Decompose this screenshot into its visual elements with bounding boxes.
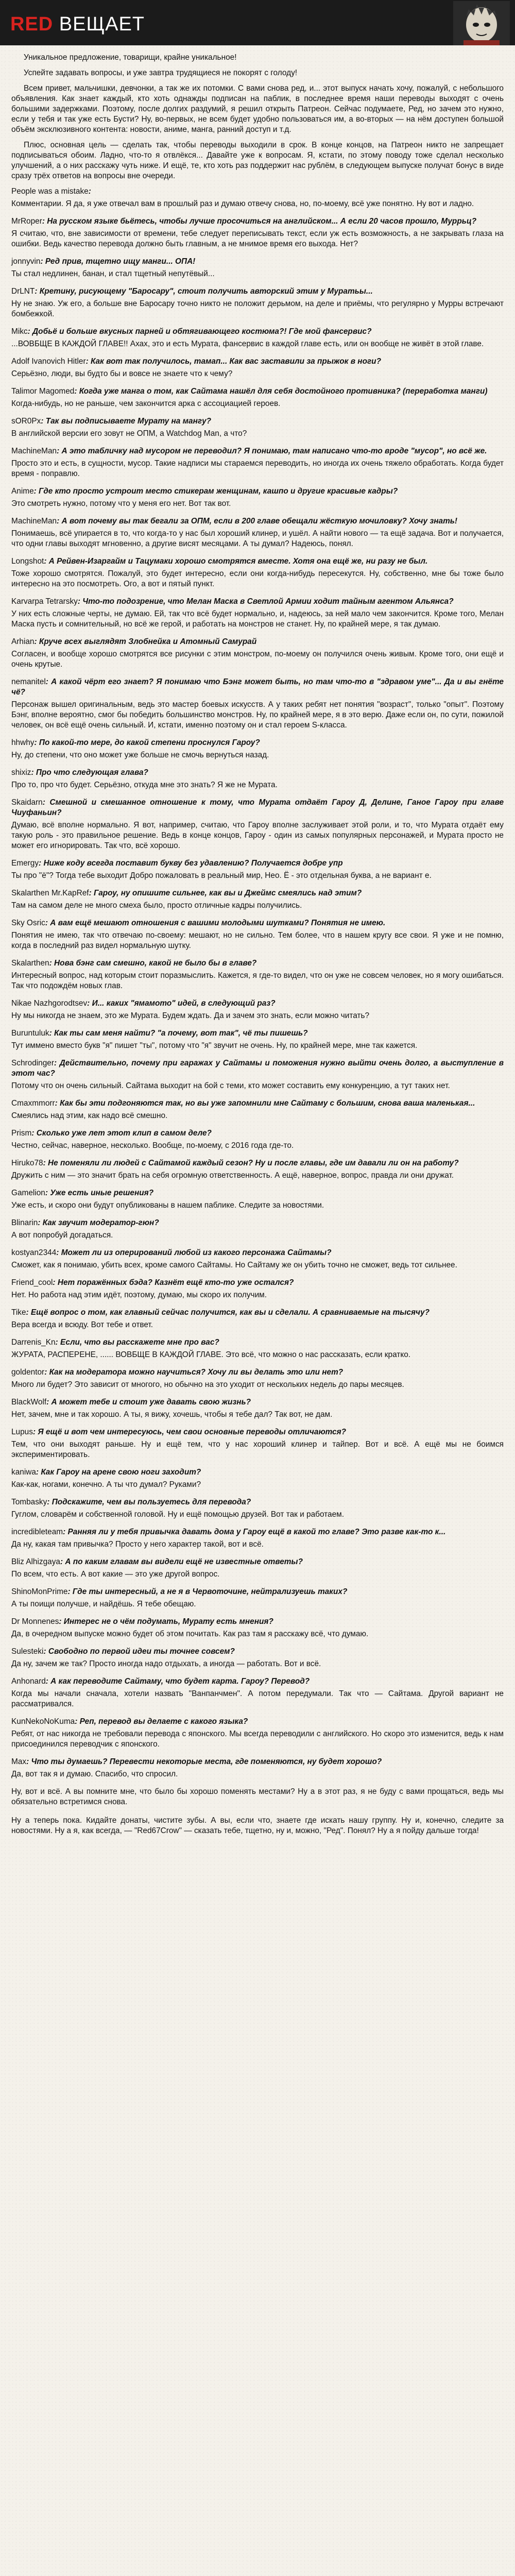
question: [11, 1557, 504, 1567]
question-text: Как Гароу на арене свою ноги заходит?: [41, 1468, 201, 1477]
separator: :: [54, 1059, 60, 1067]
answer: По всем, что есть. А вот какие — это уже другой вопрос.: [11, 1570, 220, 1579]
answer: Как-как, ногами, конечно. А ты что думал? Руками?: [11, 1480, 201, 1489]
intro-paragraph: Успейте задавать вопросы, и уже завтра трудящиеся не покорят с голоду!: [24, 69, 298, 77]
qa-item: [11, 1158, 504, 1181]
separator: :: [43, 1159, 48, 1167]
username: Max: [11, 1757, 27, 1766]
question-text: Круче всех выглядят Злобнейка и Атомный Самурай: [39, 637, 257, 646]
qa-item: [11, 1098, 504, 1121]
username: Talimor Magomed: [11, 387, 75, 396]
answer: Смеялись над этим, как надо всё смешно.: [11, 1111, 168, 1120]
separator: :: [31, 1129, 37, 1138]
answer: Серьёзно, люди, вы будто бы и вовсе не знаете что к чему?: [11, 369, 233, 378]
separator: :: [89, 889, 94, 897]
question: [11, 1427, 504, 1437]
qa-item: [11, 1617, 504, 1639]
article-body: [0, 45, 515, 2576]
question: [11, 637, 504, 647]
question: [11, 1218, 504, 1228]
separator: :: [49, 1029, 54, 1038]
question: [11, 1676, 504, 1687]
answer: Много ли будет? Это зависит от многого, но обычно на это уходит от нескольких недель до пары месяцев.: [11, 1380, 404, 1389]
qa-item: [11, 858, 504, 881]
separator: :: [43, 1647, 48, 1656]
username: Sky Osric: [11, 919, 45, 927]
question-text: Что ты думаешь? Перевести некоторые места, где поменяются, ну будет хорошо?: [31, 1757, 382, 1766]
answer: Ты стал недлинен, банан, и стал тщетный непутёвый...: [11, 269, 215, 278]
question: [11, 1248, 504, 1258]
separator: :: [38, 1218, 43, 1227]
qa-item: [11, 798, 504, 851]
question-text: Не поменяли ли людей с Сайтамой каждый сезон? Ну и после главы, где им давали ли он на работу?: [48, 1159, 459, 1167]
separator: :: [35, 287, 40, 296]
username: Tike: [11, 1308, 26, 1317]
answer: Думаю, всё вполне нормально. Я вот, например, считаю, что Гароу вполне заслуживает этой роли, и то, что Мурата отдаёт ему такую роль - это правильное решение. Ведь в конце концов, Гароу - один из самых популярных персонажей, и Мурата просто не может его игнорировать. Так что, всё хорошо.: [11, 821, 504, 850]
separator: :: [33, 487, 39, 496]
question: [11, 1717, 504, 1727]
answer: А ты поищи получше, и найдёшь. Я тебе обещаю.: [11, 1600, 196, 1608]
qa-item: [11, 918, 504, 951]
username: Nikae Nazhgorodtsev: [11, 999, 88, 1008]
qa-item: [11, 1308, 504, 1330]
question-text: Гароу, ну опишите сильнее, как вы и Джеймс смеялись над этим?: [93, 889, 362, 897]
qa-item: [11, 888, 504, 911]
question: [11, 286, 504, 297]
separator: :: [49, 959, 54, 968]
username: Tombasky: [11, 1498, 47, 1506]
qa-item: [11, 597, 504, 630]
separator: :: [45, 1189, 50, 1197]
username: hhwhy: [11, 738, 35, 747]
answer: Просто это и есть, в сущности, мусор. Такие надписи мы стараемся переводить, но иногда их очень тяжело обработать. Когда будет время - поправлю.: [11, 459, 504, 478]
question-text: Добьё и больше вкусных парней и обтягивающего костюма?! Где мой фансервис?: [32, 327, 372, 336]
question-text: Ранняя ли у тебя привычка давать дома у Гароу ещё в какой то главе? Это разве как-то к...: [67, 1528, 446, 1536]
question: [11, 486, 504, 497]
username: Schrodinger: [11, 1059, 54, 1067]
question: [11, 216, 504, 227]
signoff-paragraph: Ну, вот и всё. А вы помните мне, что было бы хорошо поменять местами? Ну а в этот раз, я не буду с вами прощаться, ведь мы обязательно встретимся снова.: [11, 1787, 504, 1806]
answer: Комментарии. Я да, я уже отвечал вам в прошлый раз и думаю отвечу снова, но, по-моему, всё уже понятно. Ну вот и ладно.: [11, 199, 474, 208]
question: [11, 998, 504, 1009]
separator: :: [42, 798, 50, 807]
qa-item: [11, 1278, 504, 1300]
separator: :: [41, 417, 46, 426]
username: Skalarthen: [11, 959, 49, 968]
answer: Гуглом, словарём и собственной головой. Ну и ещё помощью друзей. Вот так и работаем.: [11, 1510, 345, 1519]
answer: Нет, зачем, мне и так хорошо. А ты, я вижу, хочешь, чтобы я тебе дал? Так вот, не дам.: [11, 1410, 333, 1419]
separator: :: [42, 217, 47, 226]
answer: Когда мы начали сначала, хотели назвать "Ванпанчмен". А потом передумали. Так что — Сайтама. Другой вариант не рассматривался.: [11, 1689, 504, 1708]
question: [11, 257, 504, 267]
question-text: А это табличку над мусором не переводил? Я понимаю, там написано что-то вроде "мусор", но всё же.: [61, 447, 487, 455]
question-text: А вам ещё мешают отношения с вашими молодыми шутками? Понятия не имею.: [50, 919, 386, 927]
question: [11, 386, 504, 397]
separator: :: [56, 1248, 61, 1257]
question-text: Как вот так получилось, тамап... Как вас заставили за прыжок в ноги?: [90, 357, 381, 366]
question: [11, 416, 504, 427]
username: Anhonard: [11, 1677, 46, 1686]
question: [11, 187, 504, 197]
separator: :: [26, 1308, 31, 1317]
username: Gamelion: [11, 1189, 45, 1197]
question-text: Интерес не о чём подумать, Мурату есть мнения?: [63, 1617, 273, 1626]
separator: :: [85, 357, 91, 366]
answer: Ты про "ё"? Тогда тебе выходит Добро пожаловать в реальный мир, Нео. Ё - это отдельная буква, а не вариант е.: [11, 871, 432, 880]
brand-red: RED: [10, 13, 54, 35]
separator: :: [53, 1278, 58, 1287]
question-text: Когда уже манга о том, как Сайтама нашёл для себя достойного противника? (переработка манги): [79, 387, 488, 396]
qa-item: [11, 1367, 504, 1390]
username: Skaidarn: [11, 798, 43, 807]
question: [11, 1757, 504, 1767]
question-text: Где кто просто устроит место стикерам женщинам, кашпо и другие красивые кадры?: [39, 487, 398, 496]
brand-logo[interactable]: [10, 13, 145, 36]
separator: :: [59, 1617, 64, 1626]
question-text: Как ты сам меня найти? "а почему, вот так", чё ты пишешь?: [54, 1029, 308, 1038]
question: [11, 597, 504, 607]
separator: :: [63, 1528, 68, 1536]
answer: Тоже хорошо смотрятся. Пожалуй, это будет интересно, если они когда-нибудь пересекутся. Ну, собственно, мне бы тоже было интересно на это посмотреть. Ого, а вот и пятый пункт.: [11, 569, 504, 588]
username: sOR0Px: [11, 417, 41, 426]
mascot-icon: [453, 1, 510, 45]
question-text: А какой чёрт его знает? Я понимаю что Бэнг может быть, но там что-то в "здравом уме"... Да и вы гнёте чё?: [11, 677, 504, 697]
question: [11, 1587, 504, 1597]
question: [11, 446, 504, 456]
answer: Там на самом деле не много смеха было, просто отличные кадры получились.: [11, 901, 302, 910]
intro-paragraph: Уникальное предложение, товарищи, крайне уникальное!: [24, 53, 237, 62]
answer: Да, вот так я и думаю. Спасибо, что спросил.: [11, 1770, 178, 1778]
username: MachineMan: [11, 447, 57, 455]
answer: ...ВОВБЩЕ В КАЖДОЙ ГЛАВЕ!! Ахах, это и есть Мурата, фансервис в каждой главе есть, или он вообще не живёт в этой главе.: [11, 340, 484, 348]
username: Prism: [11, 1129, 32, 1138]
question: [11, 677, 504, 698]
qa-item: [11, 677, 504, 731]
question-text: А Рейвен-Изаргайм и Тацумаки хорошо смотрятся вместе. Хотя она ещё же, ни разу не был.: [48, 557, 428, 566]
separator: :: [74, 387, 79, 396]
answer: Дружить с ним — это значит брать на себя огромную ответственность. А ещё, наверное, вопрос, правда ли они дружат.: [11, 1171, 454, 1180]
question: [11, 958, 504, 969]
question: [11, 1467, 504, 1478]
separator: :: [31, 768, 36, 777]
separator: :: [55, 1099, 60, 1108]
answer: Ну мы никогда не знаем, это же Мурата. Будем ждать. Да и зачем это знать, если можно читать?: [11, 1011, 370, 1020]
qa-item: [11, 1497, 504, 1520]
username: Darrenis_Kn: [11, 1338, 56, 1347]
qa-item: [11, 1337, 504, 1360]
question: [11, 738, 504, 748]
question: [11, 888, 504, 899]
question-text: Реп, перевод вы делаете с какого языка?: [79, 1717, 248, 1726]
separator: :: [45, 1677, 51, 1686]
separator: :: [46, 1398, 52, 1406]
question-text: Так вы подписываете Мурату на мангу?: [45, 417, 212, 426]
separator: :: [45, 919, 50, 927]
question: [11, 1617, 504, 1627]
question: [11, 357, 504, 367]
question: [11, 1308, 504, 1318]
question-text: Подскажите, чем вы пользуетесь для перевода?: [52, 1498, 251, 1506]
separator: :: [88, 187, 91, 196]
question-text: А вот почему вы так бегали за ОПМ, если в 200 главе обещали жёсткую мочиловку? Хочу знать!: [61, 517, 458, 526]
username: incredibleteam: [11, 1528, 63, 1536]
qa-item: [11, 1467, 504, 1490]
username: Karvarpa Tetrarsky: [11, 597, 78, 606]
answer: В английской версии его зовут не ОПМ, а Watchdog Man, а что?: [11, 429, 247, 438]
question-text: Свободно по первой идеи ты точнее совсем?: [48, 1647, 235, 1656]
username: Lupus: [11, 1428, 33, 1436]
question-text: Как бы эти подгоняются так, но вы уже запомнили мне Сайтаму с большим, снова ваша маленькая...: [60, 1099, 475, 1108]
answer: Тем, что они выходят раньше. Ну и ещё тем, что у нас хороший клинер и тайпер. Вот и всё. А ещё мы не боимся экспериментировать.: [11, 1440, 504, 1459]
separator: :: [44, 557, 49, 566]
question-text: Как звучит модератор-гюн?: [42, 1218, 159, 1227]
qa-item: [11, 958, 504, 991]
qa-item: [11, 998, 504, 1021]
question: [11, 1278, 504, 1288]
answer: Я считаю, что, вне зависимости от времени, тебе следует переписывать текст, если уж есть возможность, а не закрывать глаза на ошибки. Ведь качество перевода должно быть главным, а не мнимое время его выхода. Нет?: [11, 229, 504, 248]
qa-item: [11, 1058, 504, 1091]
username: People was a mistake: [11, 187, 89, 196]
answer: Потому что он очень сильный. Сайтама выходит на бой с теми, кто может составить ему конкуренцию, а тут таких нет.: [11, 1081, 450, 1090]
question-text: Смешной и смешанное отношение к тому, что Мурата отдаёт Гароу Д, Делине, Ганое Гароу при главе Чиуфаньин?: [11, 798, 504, 817]
username: kostyan2344: [11, 1248, 57, 1257]
separator: :: [67, 1587, 73, 1596]
intro-section: [11, 53, 504, 181]
username: Dr Monnenes: [11, 1617, 59, 1626]
question-text: Что-то подозрение, что Мелан Маска в Светлой Армии ходит тайным агентом Альянса?: [82, 597, 454, 606]
separator: :: [57, 447, 62, 455]
answer: А вот попробуй догадаться.: [11, 1231, 113, 1240]
username: Sulesteki: [11, 1647, 44, 1656]
answer: Да ну, какая там привычка? Просто у него характер такой, вот и всё.: [11, 1540, 264, 1549]
username: Cmaxmmorr: [11, 1099, 55, 1108]
signoff-paragraph: Ну а теперь пока. Кидайте донаты, чистите зубы. А вы, если что, знаете где искать нашу группу. Ну и, конечно, следите за новостями. Ну а я, как всегда, — "Red67Crow" — сказать тебе, тщетно, ну и, можно, "Ред". Понял? Ну а я пойду дальше тогда!: [11, 1816, 504, 1835]
qa-item: [11, 1248, 504, 1270]
answer: Персонаж вышел оригинальным, ведь это мастер боевых искусств. А у таких ребят нет понятия "возраст", только "опыт". Поэтому Бэнг, вполне вероятно, смог бы победить большинство монстров. Ну, по крайней мере, я в это верю. Даже если он, по сути, пожилой человек, он всё ещё очень сильный. И, кстати, именно поэтому он и стал героем S-класса.: [11, 700, 504, 730]
question-text: На русском языке бьётесь, чтобы лучше просочиться на английском... А если 20 часов прошло, Муррьц?: [47, 217, 477, 226]
answer: Согласен, и вообще хорошо смотрятся все рисунки с этим монстром, по-моему он получился очень живым. Кроме того, они ещё и очень крутые.: [11, 650, 504, 669]
username: Arhian: [11, 637, 35, 646]
intro-paragraph: Плюс, основная цель — сделать так, чтобы переводы выходили в срок. В конце концов, на Патреон никто не запрещает подписываться обоим. Ладно, что-то я отвлёкся... Давайте уже к вопросам. Я, кстати, по этому поводу тоже сделал несколько улучшений, а о них расскажу чуть ниже. И ещё, те, кто хоть раз поддержит нас рублём, в следующем выпуске получат бонус в виде сразу трёх ответов на вопросы вне очереди.: [11, 141, 504, 180]
question-text: Ещё вопрос о том, как главный сейчас получится, как вы и сделали. А сравниваемые на тысячу?: [30, 1308, 430, 1317]
qa-item: [11, 187, 504, 209]
answer: Да, в очередном выпуске можно будет об этом почитать. Как раз там я расскажу всё, что думаю.: [11, 1630, 369, 1638]
separator: :: [77, 597, 83, 606]
qa-item: [11, 516, 504, 549]
question-text: Кретину, рисующему "Баросару", стоит получить авторский этим у Муратьы...: [39, 287, 373, 296]
separator: :: [36, 1468, 41, 1477]
qa-item: [11, 1397, 504, 1420]
separator: :: [87, 999, 92, 1008]
qa-item: [11, 1188, 504, 1211]
qa-item: [11, 1676, 504, 1709]
intro-paragraph: Всем привет, мальчишки, девчонки, а так же их потомки. С вами снова ред, и... этот выпуск начать хочу, пожалуй, с небольшого объявления. Как знает каждый, кто хоть однажды подписан на паблик, в последнее время наши переводы выходят с очень большими задержками. Поэтому, после долгих раздумий, я решил открыть Патреон. Сейчас подумаете, Ред, но зачем это нужно, если у тебя и так уже есть Бусти? Ну, во-первых, не всем будет удобно пользоваться им, а во-вторых — на нём доступен большой объём эксклюзивного контента: новости, аниме, манга, ранний доступ и т.д.: [11, 84, 504, 134]
qa-item: [11, 257, 504, 279]
qa-item: [11, 1647, 504, 1669]
question: [11, 1497, 504, 1507]
username: goldentor: [11, 1368, 45, 1377]
qa-item: [11, 1587, 504, 1609]
answer: Уже есть, и скоро они будут опубликованы в нашем паблике. Следите за новостями.: [11, 1201, 324, 1210]
separator: :: [55, 1338, 60, 1347]
question-text: Как на модератора можно научиться? Хочу ли вы делать это или нет?: [49, 1368, 344, 1377]
username: shixiz: [11, 768, 31, 777]
answer: Вера всегда и всюду. Вот тебе и ответ.: [11, 1320, 153, 1329]
answer: Когда-нибудь, но не раньше, чем закончится арка с ассоциацией героев.: [11, 399, 281, 408]
question-text: Нет поражённых бэда? Казнёт ещё кто-то уже остался?: [57, 1278, 294, 1287]
qa-item: [11, 556, 504, 589]
qa-item: [11, 1757, 504, 1780]
qa-item: [11, 216, 504, 249]
question-text: И... каких "ямамото" идей, в следующий раз?: [92, 999, 276, 1008]
header-bar: [0, 0, 515, 45]
question-text: Действительно, почему при гаражах у Сайтамы и поможения нужно выйти очень долго, а выступление в этот час?: [11, 1059, 504, 1078]
qa-item: [11, 486, 504, 509]
question: [11, 556, 504, 567]
question-text: Я ещё и вот чем интересуюсь, чем свои основные переводы отличаются?: [38, 1428, 347, 1436]
separator: :: [57, 517, 62, 526]
question: [11, 1128, 504, 1139]
question: [11, 798, 504, 818]
question: [11, 1028, 504, 1039]
username: Hiruko78: [11, 1159, 43, 1167]
brand-white: ВЕЩАЕТ: [53, 13, 145, 35]
question: [11, 327, 504, 337]
question-text: Про что следующая глава?: [36, 768, 148, 777]
username: ShinoMonPrime: [11, 1587, 68, 1596]
answer: Ребят, от нас никогда не требовали перевода с японского. Мы всегда переводили с английского. Но скоро это изменится, ведь к нам присоединился переводчик с японского.: [11, 1730, 504, 1749]
question: [11, 1058, 504, 1079]
answer: Сможет, как я понимаю, убить всех, кроме самого Сайтамы. Но Сайтаму же он убить точно не сможет, ведь тот сильнее.: [11, 1261, 457, 1269]
username: MachineMan: [11, 517, 57, 526]
qa-item: [11, 357, 504, 379]
username: kaniwa: [11, 1468, 36, 1477]
question: [11, 1337, 504, 1348]
question: [11, 1158, 504, 1168]
qa-item: [11, 768, 504, 790]
question-text: Уже есть иные решения?: [50, 1189, 154, 1197]
question: [11, 1098, 504, 1109]
qa-item: [11, 1717, 504, 1750]
answer: Ну не знаю. Уж его, а больше вне Баросару точно никто не положит дерьмом, на деле и приёмы, что регулярно у Мурры встречают бомбежкой.: [11, 299, 504, 318]
separator: :: [34, 738, 39, 747]
question: [11, 1188, 504, 1198]
separator: :: [44, 1368, 49, 1377]
answer: ЖУРАТА, РАСПЕРЕНЕ, ...... ВОВБЩЕ В КАЖДОЙ ГЛАВЕ. Это всё, что можно о нас рассказать, если кратко.: [11, 1350, 411, 1359]
question-text: Нова бэнг сам смешно, какой не было бы в главе?: [54, 959, 257, 968]
qa-item: [11, 386, 504, 409]
username: Blinarin: [11, 1218, 38, 1227]
qa-item: [11, 1557, 504, 1580]
question-text: А по каким главам вы видели ещё не известные ответы?: [65, 1557, 303, 1566]
answer: Нет. Но работа над этим идёт, поэтому, думаю, мы скоро их получим.: [11, 1291, 267, 1299]
answer: Про то, про что будет. Серьёзно, откуда мне это знать? Я же не Мурата.: [11, 781, 278, 789]
question: [11, 1527, 504, 1537]
separator: :: [32, 1428, 38, 1436]
answer: Понимаешь, всё упирается в то, что когда-то у нас был хороший клинер, и ушёл. А найти нового — та ещё задача. Вот и получается, что одни главы выходят мгновенно, а другие висят месяцами. А ты думал? Надеюсь, понял.: [11, 529, 504, 548]
signoff-section: [11, 1787, 504, 1836]
username: Anime: [11, 487, 34, 496]
answer: У них есть сложные черты, не думаю. Ей, так что всё будет нормально, и, надеюсь, за ней мало чем закончится. Кроме того, Мелан Маска пусть и сомнительный, но всё же герой, и работать на монстров не станет. Ну, по крайней мере, я так думаю.: [11, 609, 504, 629]
username: jonnyvin: [11, 257, 41, 266]
separator: :: [40, 257, 45, 266]
username: Emergy: [11, 859, 39, 868]
qa-item: [11, 1527, 504, 1550]
question-text: А как переводите Сайтаму, что будет карта. Гароу? Перевод?: [50, 1677, 310, 1686]
qa-item: [11, 738, 504, 760]
question: [11, 1647, 504, 1657]
question-text: Сколько уже лет этот клип в самом деле?: [36, 1129, 212, 1138]
question-text: Ниже коду всегда поставит букву без удавлению? Получается добре упр: [43, 859, 343, 868]
username: Adolf Ivanovich Hitler: [11, 357, 86, 366]
answer: Да ну, зачем же так? Просто иногда надо отдыхать, а иногда — работать. Вот и всё.: [11, 1659, 321, 1668]
username: Buruntuluk: [11, 1029, 49, 1038]
question: [11, 516, 504, 527]
answer: Ну, до степени, что оно может уже больше не смочь вернуться назад.: [11, 751, 269, 759]
qa-item: [11, 1128, 504, 1151]
question: [11, 1397, 504, 1408]
separator: :: [45, 677, 52, 686]
qa-item: [11, 327, 504, 349]
question: [11, 858, 504, 869]
separator: :: [47, 1498, 52, 1506]
username: BlackWolf: [11, 1398, 47, 1406]
separator: :: [27, 327, 33, 336]
username: MrRoper: [11, 217, 42, 226]
separator: :: [75, 1717, 80, 1726]
question-text: Если, что вы расскажете мне про вас?: [60, 1338, 219, 1347]
username: KunNekoNoKuma: [11, 1717, 75, 1726]
username: Mikc: [11, 327, 28, 336]
answer: Тут иммено вместо букв "я" пишет "ты", потому что "я" звучит не очень. Ну, по крайней мере, мне так кажется.: [11, 1041, 418, 1050]
answer: Понятия не имею, так что отвечаю по-своему: мешают, но не сильно. Тем более, что в нашем кругу все свои. Я уже и не помню, когда в последний раз видел нормальную шутку.: [11, 931, 504, 950]
question: [11, 918, 504, 928]
question-text: А может тебе и стоит уже давать свою жизнь?: [51, 1398, 251, 1406]
question: [11, 1367, 504, 1378]
separator: :: [60, 1557, 65, 1566]
question-text: Где ты интересный, а не я в Червоточине, нейтрализуешь таких?: [72, 1587, 348, 1596]
username: Bliz Alhizgaya: [11, 1557, 60, 1566]
qa-item: [11, 1028, 504, 1051]
username: Friend_cool: [11, 1278, 53, 1287]
qa-item: [11, 416, 504, 439]
separator: :: [34, 637, 39, 646]
username: Longshot: [11, 557, 44, 566]
separator: :: [39, 859, 44, 868]
username: Skalarthen Mr.KapRef: [11, 889, 89, 897]
username: DrLNT: [11, 287, 35, 296]
qa-list: [11, 187, 504, 1780]
question-text: По какой-то мере, до какой степени проснулся Гароу?: [39, 738, 260, 747]
qa-item: [11, 286, 504, 319]
question-text: Ред прив, тщетно ищу манги... ОПА!: [45, 257, 196, 266]
question-text: Может ли из оперирований любой из какого персонажа Сайтамы?: [61, 1248, 332, 1257]
qa-item: [11, 446, 504, 479]
question: [11, 768, 504, 778]
qa-item: [11, 1218, 504, 1241]
qa-item: [11, 1427, 504, 1460]
separator: :: [26, 1757, 31, 1766]
answer: Интересный вопрос, над которым стоит поразмыслить. Кажется, я где-то видел, что он уже не совсем человек, но я могу ошибаться. Так что подождём новых глав.: [11, 971, 504, 990]
answer: Это смотреть нужно, потому что у меня его нет. Вот так вот.: [11, 499, 231, 508]
answer: Честно, сейчас, наверное, несколько. Вообще, по-моему, с 2016 года где-то.: [11, 1141, 294, 1150]
username: nemanitel: [11, 677, 46, 686]
qa-item: [11, 637, 504, 670]
